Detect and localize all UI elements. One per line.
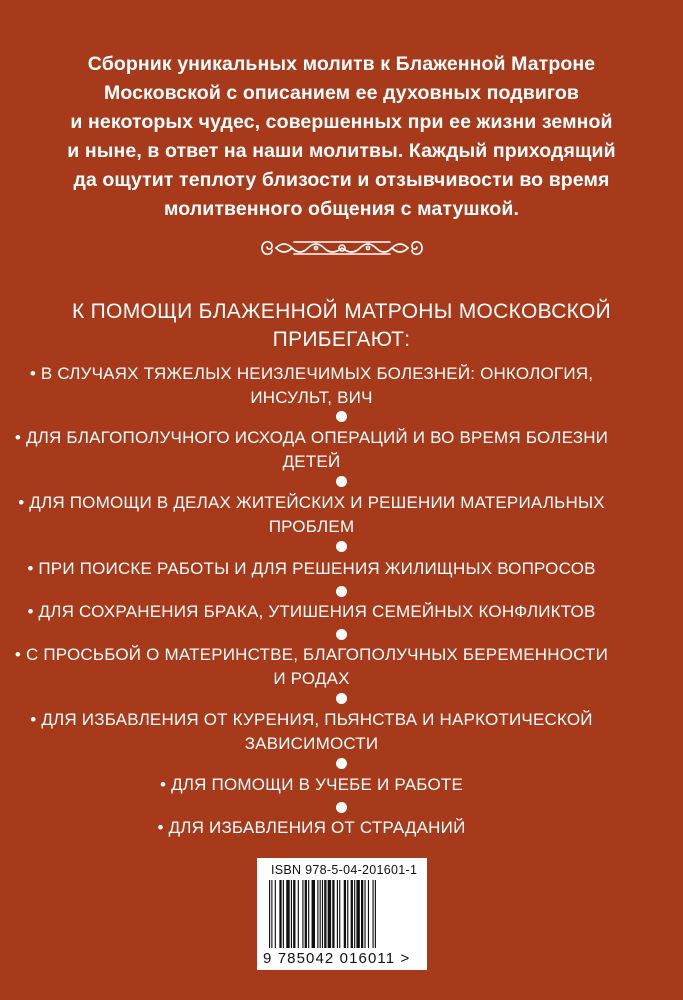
isbn-barcode [257, 858, 427, 970]
list-item: • ДЛЯ СОХРАНЕНИЯ БРАКА, УТИШЕНИЯ СЕМЕЙНЫХ КОНФЛИКТОВ [27, 602, 596, 621]
list-item: • ДЛЯ ИЗБАВЛЕНИЯ ОТ СТРАДАНИЙ [157, 818, 466, 837]
list-item: • ДЛЯ ПОМОЩИ В ДЕЛАХ ЖИТЕЙСКИХ И РЕШЕНИИ МАТЕРИАЛЬНЫХ ПРОБЛЕМ [18, 493, 605, 536]
list-item: • ДЛЯ ПОМОЩИ В УЧЕБЕ И РАБОТЕ [160, 775, 463, 794]
list-item: • ПРИ ПОИСКЕ РАБОТЫ И ДЛЯ РЕШЕНИЯ ЖИЛИЩНЫХ ВОПРОСОВ [27, 559, 596, 578]
ean-digits: 9 785042 016011 > [263, 950, 411, 967]
intro-text: Сборник уникальных молитв к Блаженной Матроне Московской с описанием ее духовных подвигов и некоторых чудес, совершенных при ее жизни земной и ныне, в ответ на наши молитвы. Каждый приходящий да ощутит теплоту близости и отзывчивости во время молитвенного общения с матушкой. [67, 53, 616, 220]
bullet-separator-icon [336, 411, 347, 422]
list-item: • В СЛУЧАЯХ ТЯЖЕЛЫХ НЕИЗЛЕЧИМЫХ БОЛЕЗНЕЙ: ОНКОЛОГИЯ, ИНСУЛЬТ, ВИЧ [29, 364, 594, 407]
bullet-separator-icon [336, 629, 347, 640]
decorative-scroll-ornament-icon [254, 234, 430, 262]
list-item: • ДЛЯ ИЗБАВЛЕНИЯ ОТ КУРЕНИЯ, ПЬЯНСТВА И НАРКОТИЧЕСКОЙ ЗАВИСИМОСТИ [30, 710, 593, 753]
bullet-separator-icon [336, 476, 347, 487]
bullet-separator-icon [336, 541, 347, 552]
isbn-label: ISBN 978-5-04-201601-1 [271, 863, 418, 877]
bullet-separator-icon [336, 586, 347, 597]
bullet-separator-icon [336, 758, 347, 769]
bullet-separator-icon [336, 693, 347, 704]
list-item: • С ПРОСЬБОЙ О МАТЕРИНСТВЕ, БЛАГОПОЛУЧНЫХ БЕРЕМЕННОСТИ И РОДАХ [14, 645, 609, 688]
barcode-bars-icon [269, 880, 415, 950]
section-heading: К ПОМОЩИ БЛАЖЕННОЙ МАТРОНЫ МОСКОВСКОЙ ПРИБЕГАЮТ: [72, 300, 611, 351]
bullet-separator-icon [336, 802, 347, 813]
list-item: • ДЛЯ БЛАГОПОЛУЧНОГО ИСХОДА ОПЕРАЦИЙ И ВО ВРЕМЯ БОЛЕЗНИ ДЕТЕЙ [14, 428, 609, 471]
